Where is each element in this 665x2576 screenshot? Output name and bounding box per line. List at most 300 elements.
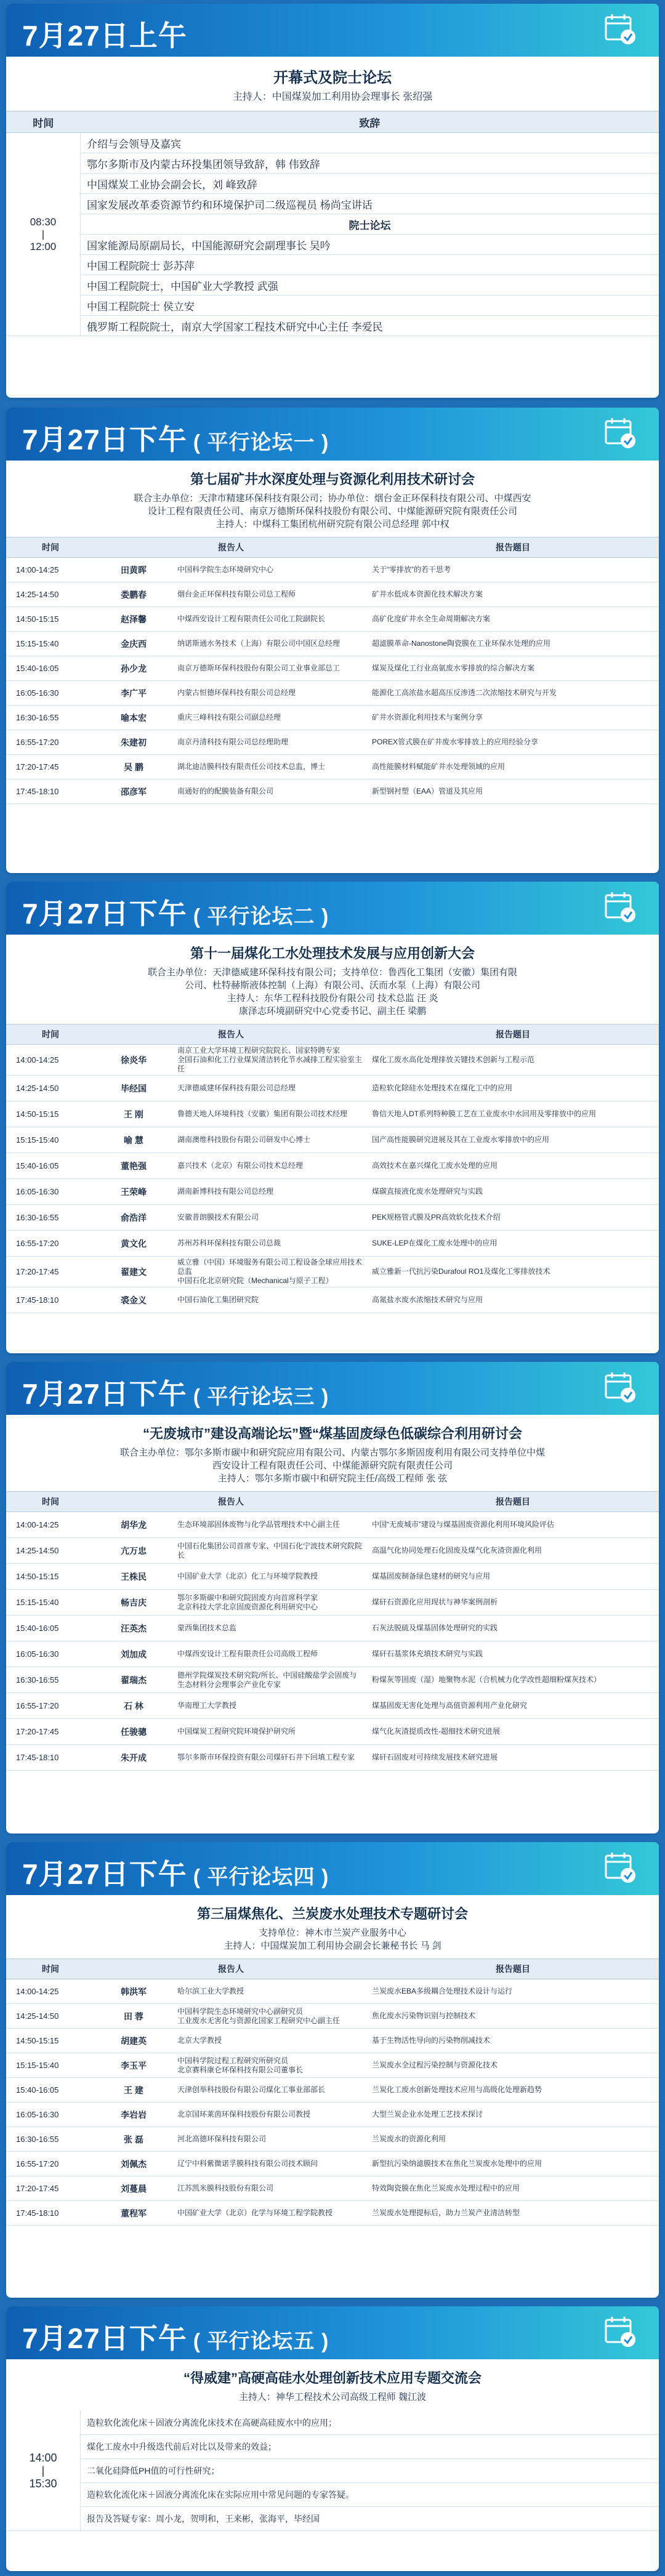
opening-table: [6, 111, 659, 336]
table-row: [6, 1512, 659, 1538]
speaker-affiliation: 纳诺斯通水务技术（上海）有限公司中国区总经理: [172, 632, 367, 656]
row-time: 15:40-16:05: [6, 1153, 95, 1179]
speaker-name: 翟建文: [95, 1257, 172, 1287]
row-time: 16:05-16:30: [6, 1641, 95, 1667]
org-line: 主持人：中煤科工集团杭州研究院有限公司总经理 郭中权: [216, 519, 449, 529]
forum-org: [6, 2391, 659, 2404]
row-time: 14:25-14:50: [6, 1076, 95, 1101]
forum5-time: 14:00 | 15:30: [6, 2411, 81, 2531]
section-header: [6, 1842, 659, 1895]
calendar-check-icon: [603, 1851, 637, 1884]
table-row: [6, 1045, 659, 1076]
col-topic: 报告题目: [367, 1959, 659, 1979]
table-row: [6, 755, 659, 779]
col-speaker: 报告人: [95, 1492, 367, 1512]
speaker-name: 畅吉庆: [95, 1590, 172, 1616]
table-row: [6, 1979, 659, 2004]
forum-title: 第十一届煤化工水处理技术发展与应用创新大会: [190, 946, 475, 961]
academic-item: 俄罗斯工程院院士，南京大学国家工程技术研究中心主任 李爱民: [81, 316, 659, 336]
table-row: [6, 779, 659, 804]
section-header-title: [22, 1372, 329, 1412]
speaker-name: 李岩岩: [95, 2103, 172, 2127]
speaker-affiliation: 天津创举科技股份有限公司煤化工事业部部长: [172, 2078, 367, 2103]
table-row: [6, 1153, 659, 1179]
table-row: [6, 558, 659, 582]
header-sub: ( 平行论坛五 ): [193, 2330, 329, 2353]
report-title: 粉煤灰等固废（湿）地聚物水泥（合机械力化学改性超细粉煤灰技术）: [367, 1667, 659, 1693]
speaker-name: 张 磊: [95, 2127, 172, 2152]
table-row: [6, 607, 659, 632]
speech-item: 鄂尔多斯市及内蒙古环投集团领导致辞，韩 伟致辞: [81, 153, 659, 174]
row-time: 14:00-14:25: [6, 558, 95, 582]
table-row: [6, 1667, 659, 1693]
table-row: [6, 1641, 659, 1667]
table-header-row: [6, 1024, 659, 1045]
table-row: [6, 2152, 659, 2176]
speaker-name: 刘蔓晨: [95, 2176, 172, 2201]
row-time: 17:20-17:45: [6, 1257, 95, 1287]
row-time: 16:30-16:55: [6, 2127, 95, 2152]
table-row: [6, 1745, 659, 1771]
row-time: 15:40-16:05: [6, 1616, 95, 1641]
speaker-affiliation: 鄂尔多斯碳中和研究院固废方向首席科学家 北京科技大学北京固废资源化利用研究中心: [172, 1590, 367, 1616]
row-time: 16:55-17:20: [6, 730, 95, 755]
header-sub: ( 平行论坛一 ): [193, 431, 329, 454]
table-row: [6, 1101, 659, 1127]
speaker-affiliation: 南京万德斯环保科技股份有限公司工业事业部总工: [172, 656, 367, 681]
table-row: [6, 2053, 659, 2078]
col-speaker: 报告人: [95, 537, 367, 558]
col-time: 时间: [6, 111, 81, 133]
report-title: 新型抗污染纳滤膜技术在焦化兰炭废水处理中的应用: [367, 2152, 659, 2176]
speaker-name: 朱开成: [95, 1745, 172, 1771]
speech-item: 介绍与会领导及嘉宾: [81, 133, 659, 153]
report-title: 关于“零排放”的若干思考: [367, 558, 659, 582]
table-row: [6, 730, 659, 755]
section-header-title: [22, 1852, 329, 1893]
row-time: 17:20-17:45: [6, 2176, 95, 2201]
calendar-check-icon: [603, 890, 637, 924]
report-title: 鲁信天地人DT系列特种膜工艺在工业废水中水回用及零排放中的应用: [367, 1101, 659, 1127]
col-speaker: 报告人: [95, 1959, 367, 1979]
forum5-item: 造粒软化流化床＋固液分离流化床在实际应用中常见问题的专家答疑。: [81, 2483, 659, 2507]
report-title: 煤气化灰渣提质改性-超细技术研究进展: [367, 1719, 659, 1745]
speaker-affiliation: 南京丹清科技有限公司总经理助理: [172, 730, 367, 755]
col-time: 时间: [6, 1024, 95, 1045]
report-title: 兰炭废水EBA多级耦合处理技术设计与运行: [367, 1979, 659, 2004]
report-title: 超滤膜革命-Nanostone陶瓷膜在工业环保水处理的应用: [367, 632, 659, 656]
speaker-affiliation: 威立雅（中国）环境服务有限公司工程设备全球应用技术总监 中国石化北京研究院（Mechanical与原子工程）: [172, 1257, 367, 1287]
row-time: 17:45-18:10: [6, 1745, 95, 1771]
speaker-affiliation: 鄂尔多斯市环保投资有限公司煤矸石井下回填工程专家: [172, 1745, 367, 1771]
row-time: 17:20-17:45: [6, 755, 95, 779]
speaker-affiliation: 中煤西安设计工程有限责任公司化工院副院长: [172, 607, 367, 632]
calendar-check-icon: [603, 12, 637, 46]
table-row: [6, 1616, 659, 1641]
speaker-affiliation: 湖北迪洁膜科技有限责任公司技术总监，博士: [172, 755, 367, 779]
report-title: 煤矸石资源化应用现状与神华案例剖析: [367, 1590, 659, 1616]
speaker-name: 娄鹏春: [95, 582, 172, 607]
report-title: 高氮盐水废水浓缩技术研究与应用: [367, 1287, 659, 1313]
speaker-name: 亢万忠: [95, 1538, 172, 1564]
row-time: 14:50-15:15: [6, 607, 95, 632]
academic-forum-label: 院士论坛: [81, 214, 659, 235]
speaker-name: 韩洪军: [95, 1979, 172, 2004]
header-sub: ( 平行论坛二 ): [193, 905, 329, 928]
speaker-name: 孙少龙: [95, 656, 172, 681]
speaker-name: 赵泽馨: [95, 607, 172, 632]
forum5-item: 造粒软化流化床＋固液分离流化床技术在高硬高硅废水中的应用；: [81, 2411, 659, 2435]
speaker-name: 毕经国: [95, 1076, 172, 1101]
header-date: 7月27日下午: [22, 2322, 187, 2354]
speaker-affiliation: 南通好的的配膜装备有限公司: [172, 779, 367, 804]
row-time: 16:05-16:30: [6, 2103, 95, 2127]
speaker-affiliation: 哈尔滨工业大学教授: [172, 1979, 367, 2004]
section-header-title: [22, 2316, 329, 2357]
report-title: 中国“无废城市”建设与煤基固废资源化利用环境风险评估: [367, 1512, 659, 1538]
header-date: 7月27日下午: [22, 424, 187, 456]
col-topic: 报告题目: [367, 1024, 659, 1045]
table-row: [6, 632, 659, 656]
table-row: [6, 2127, 659, 2152]
row-time: 16:30-16:55: [6, 706, 95, 730]
report-title: POREX管式膜在矿井废水零排放上的应用经验分享: [367, 730, 659, 755]
report-title: 煤基固废制备绿色建材的研究与应用: [367, 1564, 659, 1590]
row-time: 14:50-15:15: [6, 1101, 95, 1127]
speaker-name: 黄文化: [95, 1231, 172, 1257]
table-row: [6, 1719, 659, 1745]
academic-item: 中国工程院院士，中国矿业大学教授 武强: [81, 275, 659, 296]
opening-time: 08:30 | 12:00: [6, 133, 81, 336]
col-topic: 报告题目: [367, 1492, 659, 1512]
forum-org: [6, 492, 659, 531]
report-title: 石灰法脱硫及煤基固体处理研究的实践: [367, 1616, 659, 1641]
calendar-check-icon: [603, 1371, 637, 1404]
table-row: [6, 582, 659, 607]
speech-item: 中国煤炭工业协会副会长，刘 峰致辞: [81, 174, 659, 194]
report-title: 高性能膜材料赋能矿井水处理领域的应用: [367, 755, 659, 779]
section-header: [6, 1362, 659, 1415]
header-sub: ( 平行论坛三 ): [193, 1385, 329, 1409]
forum-org: [6, 1446, 659, 1485]
calendar-check-icon: [603, 2315, 637, 2348]
report-title: 煤炭及煤化工行业高氨废水零排放的综合解决方案: [367, 656, 659, 681]
schedule-table: [6, 1491, 659, 1771]
org-line: 公司、杜特赫斯液体控制（上海）有限公司、沃而水泵（上海）有限公司: [184, 980, 480, 991]
row-time: 14:25-14:50: [6, 1538, 95, 1564]
table-row: [6, 1257, 659, 1287]
speaker-name: 董程军: [95, 2201, 172, 2226]
speaker-affiliation: 南京工业大学环境工程研究院院长、国家特聘专家 全国石油和化工行业煤炭清洁转化节水减排工程实验室主任: [172, 1045, 367, 1076]
header-sub: ( 平行论坛四 ): [193, 1866, 329, 1889]
row-time: 14:00-14:25: [6, 1045, 95, 1076]
report-title: 高效技术在嘉兴煤化工废水处理的应用: [367, 1153, 659, 1179]
org-line: 西安设计工程有限责任公司、中煤能源研究院有限责任公司: [212, 1460, 453, 1471]
col-time: 时间: [6, 1959, 95, 1979]
speaker-affiliation: 河北高德环保科技有限公司: [172, 2127, 367, 2152]
speaker-affiliation: 中国科学院过程工程研究所研究员 北京赛科康仑环保科技有限公司董事长: [172, 2053, 367, 2078]
speaker-name: 董艳强: [95, 1153, 172, 1179]
section-forum-5: [6, 2306, 659, 2571]
speaker-affiliation: 嘉兴技术（北京）有限公司技术总经理: [172, 1153, 367, 1179]
row-time: 14:25-14:50: [6, 2004, 95, 2029]
forum-title: “无废城市”建设高端论坛”暨“煤基固废绿色低碳综合利用研讨会: [142, 1426, 522, 1441]
speaker-name: 石 林: [95, 1693, 172, 1719]
row-time: 15:15-15:40: [6, 2053, 95, 2078]
report-title: 矿井水资源化利用技术与案例分享: [367, 706, 659, 730]
section-header: [6, 882, 659, 935]
forum-title: 开幕式及院士论坛: [273, 70, 392, 86]
report-title: 兰炭废水全过程污染控制与资源化技术: [367, 2053, 659, 2078]
forum5-item: 煤化工废水中升级迭代前后对比以及带来的效益；: [81, 2435, 659, 2459]
report-title: 煤碳直接液化废水处理研究与实践: [367, 1179, 659, 1205]
schedule-table: [6, 1958, 659, 2226]
row-time: 14:00-14:25: [6, 1512, 95, 1538]
col-topic: 报告题目: [367, 537, 659, 558]
table-row: [6, 1179, 659, 1205]
speech-item: 国家发展改革委资源节约和环境保护司二级巡视员 杨尚宝讲话: [81, 194, 659, 214]
forum-org: [6, 1926, 659, 1952]
section-opening: [6, 4, 659, 398]
row-time: 14:25-14:50: [6, 582, 95, 607]
section-header: [6, 4, 659, 57]
table-row: [6, 2029, 659, 2053]
speaker-affiliation: 安徽普朗膜技术有限公司: [172, 1205, 367, 1231]
col-time: 时间: [6, 537, 95, 558]
academic-item: 中国工程院院士 侯立安: [81, 296, 659, 316]
speaker-affiliation: 天津德威建环保科技有限公司总经理: [172, 1076, 367, 1101]
speaker-affiliation: 生态环境部固体废物与化学品管理技术中心副主任: [172, 1512, 367, 1538]
org-line: 康泽志环境副研究中心党委书记、副主任 梁鹏: [238, 1006, 427, 1016]
col-time: 时间: [6, 1492, 95, 1512]
speaker-name: 胡建英: [95, 2029, 172, 2053]
speaker-affiliation: 内蒙古恒德环保科技有限公司总经理: [172, 681, 367, 706]
header-date: 7月27日下午: [22, 898, 187, 930]
speaker-name: 喻 慧: [95, 1127, 172, 1153]
speaker-name: 朱建初: [95, 730, 172, 755]
report-title: 煤矸石基浆体充填技术研究与实践: [367, 1641, 659, 1667]
row-time: 15:15-15:40: [6, 1127, 95, 1153]
speaker-name: 田 蓉: [95, 2004, 172, 2029]
speaker-name: 王 刚: [95, 1101, 172, 1127]
row-time: 17:45-18:10: [6, 1287, 95, 1313]
speaker-affiliation: 湖南新博科技有限公司总经理: [172, 1179, 367, 1205]
report-title: 焦化废水污染物识别与控制技术: [367, 2004, 659, 2029]
section-forum-3: [6, 1362, 659, 1833]
report-title: 新型钢衬塑（EAA）管道及其应用: [367, 779, 659, 804]
speaker-name: 裘金义: [95, 1287, 172, 1313]
speaker-name: 田黄晖: [95, 558, 172, 582]
row-time: 17:45-18:10: [6, 2201, 95, 2226]
speaker-affiliation: 中国科学院生态环境研究中心: [172, 558, 367, 582]
org-line: 主持人：中国煤炭加工利用协会副会长兼秘书长 马 剑: [224, 1941, 441, 1951]
report-title: 煤基固废无害化处理与高值资源利用产业化研究: [367, 1693, 659, 1719]
speaker-affiliation: 重庆三峰科技有限公司副总经理: [172, 706, 367, 730]
table-header-row: [6, 1492, 659, 1512]
header-date: 7月27日下午: [22, 1378, 187, 1410]
row-time: 17:20-17:45: [6, 1719, 95, 1745]
speaker-affiliation: 中煤西安设计工程有限责任公司高级工程师: [172, 1641, 367, 1667]
org-line: 联合主办单位：鄂尔多斯市碳中和研究院应用有限公司、内蒙古鄂尔多斯固废利用有限公司支持单位中煤: [119, 1447, 545, 1458]
row-time: 16:30-16:55: [6, 1205, 95, 1231]
speaker-name: 金庆西: [95, 632, 172, 656]
table-row: [6, 1127, 659, 1153]
row-time: 16:05-16:30: [6, 681, 95, 706]
table-row: [6, 1076, 659, 1101]
speaker-affiliation: 德州学院煤炭技术研究院/所长、中国硅酸盐学会固废与生态材料分会理事会产业化专家: [172, 1667, 367, 1693]
section-header: [6, 2306, 659, 2359]
table-row: [6, 2176, 659, 2201]
report-title: 高温气化协同处理石化固废及煤气化灰渣资源化利用: [367, 1538, 659, 1564]
table-row: [6, 1693, 659, 1719]
forum5-table: [6, 2411, 659, 2531]
org-line: 支持单位：神木市兰炭产业服务中心: [258, 1928, 406, 1938]
speaker-name: 胡华龙: [95, 1512, 172, 1538]
table-row: [6, 706, 659, 730]
table-row: [6, 2201, 659, 2226]
speaker-affiliation: 中国矿业大学（北京）化学与环境工程学院教授: [172, 2201, 367, 2226]
table-row: [6, 681, 659, 706]
speaker-name: 王 建: [95, 2078, 172, 2103]
section-header: [6, 408, 659, 461]
report-title: 大型兰炭企业水处理工艺技术探讨: [367, 2103, 659, 2127]
speaker-affiliation: 中国矿业大学（北京）化工与环境学院教授: [172, 1564, 367, 1590]
speaker-affiliation: 北京大学教授: [172, 2029, 367, 2053]
speaker-affiliation: 中国科学院生态环境研究中心副研究员 工业废水无害化与资源化国家工程研究中心副主任: [172, 2004, 367, 2029]
forum5-experts: 报告及答疑专家：周小龙，贺明和，王来彬，张海平，毕经国: [81, 2507, 659, 2531]
speaker-affiliation: 烟台金正环保科技有限公司总工程师: [172, 582, 367, 607]
table-header-row: [6, 1959, 659, 1979]
section-header-title: [22, 417, 329, 458]
report-title: 造粒软化除硅水处理技术在煤化工中的应用: [367, 1076, 659, 1101]
schedule-table: [6, 537, 659, 804]
report-title: 矿井水低成本资源化技术解决方案: [367, 582, 659, 607]
speaker-name: 徐炎华: [95, 1045, 172, 1076]
section-forum-4: [6, 1842, 659, 2298]
row-time: 16:55-17:20: [6, 2152, 95, 2176]
schedule-table: [6, 1024, 659, 1313]
row-time: 16:55-17:20: [6, 1693, 95, 1719]
row-time: 17:45-18:10: [6, 779, 95, 804]
speaker-affiliation: 华南理工大学教授: [172, 1693, 367, 1719]
report-title: PEK规格管式膜及PR高效软化技术介绍: [367, 1205, 659, 1231]
table-row: [6, 1538, 659, 1564]
speaker-name: 邵彦军: [95, 779, 172, 804]
row-time: 15:15-15:40: [6, 632, 95, 656]
forum5-item: 二氧化硅降低PH值的可行性研究；: [81, 2459, 659, 2483]
row-time: 15:15-15:40: [6, 1590, 95, 1616]
org-line: 联合主办单位：天津德威建环保科技有限公司；支持单位：鲁西化工集团（安徽）集团有限: [147, 967, 517, 978]
report-title: 基于生物活性导向的污染物削减技术: [367, 2029, 659, 2053]
speaker-affiliation: 苏州苏科环保科技有限公司总裁: [172, 1231, 367, 1257]
forum-title: “得威建”高硬高硅水处理创新技术应用专题交流会: [183, 2370, 482, 2386]
row-time: 16:05-16:30: [6, 1179, 95, 1205]
speaker-affiliation: 辽宁中科紫微诺孚膜科技有限公司技术顾问: [172, 2152, 367, 2176]
report-title: 兰炭废水处理提标后，助力兰炭产业清洁转型: [367, 2201, 659, 2226]
report-title: 兰炭化工废水创新处理技术应用与高级化处理新趋势: [367, 2078, 659, 2103]
org-line: 设计工程有限责任公司、南京万德斯环保科技股份有限公司、中煤能源研究院有限责任公司: [147, 506, 517, 517]
col-speaker: 报告人: [95, 1024, 367, 1045]
table-row: [6, 2078, 659, 2103]
org-line: 联合主办单位：天津市精建环保科技有限公司；协办单位：烟台金正环保科技有限公司、中煤西安: [134, 493, 531, 504]
speaker-affiliation: 鲁德天地人环境科技（安徽）集团有限公司技术经理: [172, 1101, 367, 1127]
report-title: 能源化工高浓盐水超高压反渗透二次浓缩技术研究与开发: [367, 681, 659, 706]
header-date: 7月27日下午: [22, 1858, 187, 1890]
speaker-name: 刘加成: [95, 1641, 172, 1667]
speaker-name: 王株民: [95, 1564, 172, 1590]
speaker-name: 任骏骢: [95, 1719, 172, 1745]
table-header-row: [6, 537, 659, 558]
report-title: 兰炭废水的资源化利用: [367, 2127, 659, 2152]
table-row: [6, 656, 659, 681]
org-line: 主持人：东华工程科技股份有限公司 技术总监 汪 炎: [227, 993, 438, 1004]
academic-item: 国家能源局原副局长，中国能源研究会副理事长 吴吟: [81, 235, 659, 255]
report-title: 高矿化度矿井水全生命周期解决方案: [367, 607, 659, 632]
section-forum-1: [6, 408, 659, 873]
forum-host: 主持人：中国煤炭加工利用协会理事长 张绍强: [232, 92, 433, 102]
table-row: [6, 2004, 659, 2029]
table-row: [6, 1231, 659, 1257]
report-title: SUKE-LEP在煤化工废水处理中的应用: [367, 1231, 659, 1257]
report-title: 煤化工废水高化处理排放关键技术创新与工程示范: [367, 1045, 659, 1076]
forum-org: [6, 966, 659, 1018]
report-title: 威立雅新一代抗污染Durafoul RO1及煤化工零排放技术: [367, 1257, 659, 1287]
org-line: 主持人：鄂尔多斯市碳中和研究院主任/高级工程师 张 弦: [217, 1473, 448, 1484]
table-row: [6, 1590, 659, 1616]
section-header-title: [22, 892, 329, 932]
forum-title: 第七届矿井水深度处理与资源化利用技术研讨会: [190, 472, 475, 487]
speaker-affiliation: 中国石油化工集团研究院: [172, 1287, 367, 1313]
calendar-check-icon: [603, 416, 637, 449]
speaker-name: 俞浩洋: [95, 1205, 172, 1231]
speaker-name: 李玉平: [95, 2053, 172, 2078]
col-speech: 致辞: [81, 111, 659, 133]
row-time: 14:50-15:15: [6, 2029, 95, 2053]
speaker-name: 王荣峰: [95, 1179, 172, 1205]
row-time: 16:30-16:55: [6, 1667, 95, 1693]
section-header-title: 7月27日上午: [22, 20, 187, 52]
report-title: 国产高性能膜研究进展及其在工业废水零排放中的应用: [367, 1127, 659, 1153]
table-row: [6, 1564, 659, 1590]
table-row: [6, 2103, 659, 2127]
speaker-name: 汪英杰: [95, 1616, 172, 1641]
academic-item: 中国工程院院士 彭苏萍: [81, 255, 659, 275]
report-title: 特效陶瓷膜在焦化兰炭废水处理过程中的应用: [367, 2176, 659, 2201]
speaker-affiliation: 中国煤炭工程研究院环境保护研究所: [172, 1719, 367, 1745]
speaker-affiliation: 湖南澳维科技股份有限公司研发中心博士: [172, 1127, 367, 1153]
speaker-affiliation: 北京国环莱茵环保科技股份有限公司教授: [172, 2103, 367, 2127]
row-time: 16:55-17:20: [6, 1231, 95, 1257]
section-forum-2: [6, 882, 659, 1353]
speaker-affiliation: 蒙西集团技术总监: [172, 1616, 367, 1641]
speaker-affiliation: 江苏凯米膜科技股份有限公司: [172, 2176, 367, 2201]
speaker-affiliation: 中国石化集团公司首席专家、中国石化宁波技术研究院院长: [172, 1538, 367, 1564]
speaker-name: 刘佩杰: [95, 2152, 172, 2176]
row-time: 15:40-16:05: [6, 656, 95, 681]
org-line: 主持人：神华工程技术公司高级工程师 魏江波: [238, 2392, 427, 2402]
speaker-name: 吴 鹏: [95, 755, 172, 779]
speaker-name: 李广平: [95, 681, 172, 706]
row-time: 15:40-16:05: [6, 2078, 95, 2103]
report-title: 煤矸石固废对可持续发展技术研究进展: [367, 1745, 659, 1771]
table-row: [6, 1205, 659, 1231]
row-time: 14:50-15:15: [6, 1564, 95, 1590]
speaker-name: 翟瑞杰: [95, 1667, 172, 1693]
table-row: [6, 1287, 659, 1313]
speaker-name: 喻本宏: [95, 706, 172, 730]
row-time: 14:00-14:25: [6, 1979, 95, 2004]
forum-title: 第三届煤焦化、兰炭废水处理技术专题研讨会: [196, 1906, 468, 1922]
